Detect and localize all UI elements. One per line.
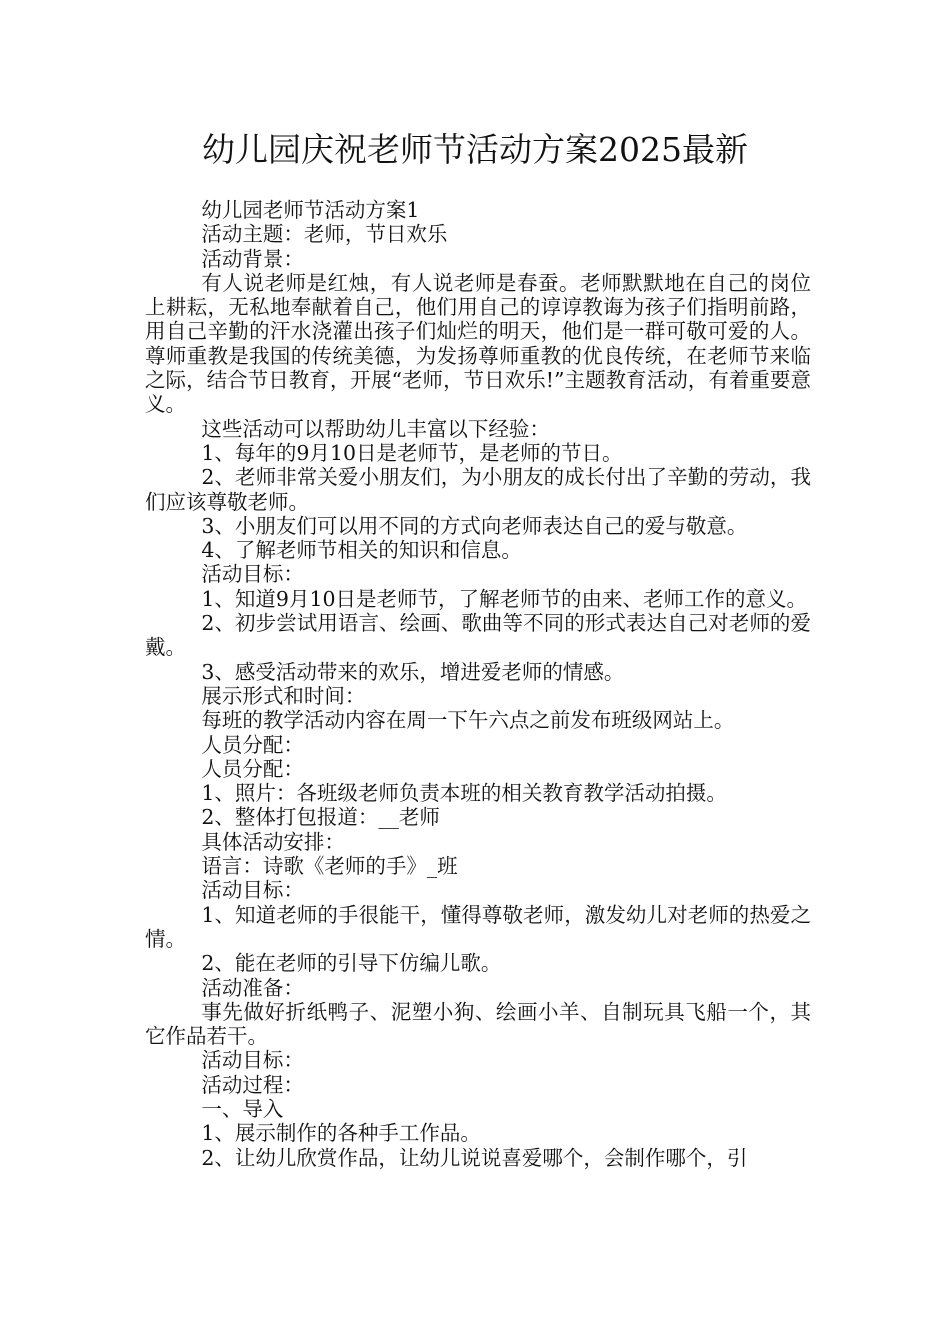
- paragraph: 一、导入: [201, 1096, 284, 1121]
- paragraph: 有人说老师是红烛，有人说老师是春蚕。老师默默地在自己的岗位上耕耘，无私地奉献着自己，他们用自己的谆谆教诲为孩子们指明前路，用自己辛勤的汗水浇灌出孩子们灿烂的明天，他们是一群可敬可爱的人。尊师重教是我国的传统美德，为发扬尊师重教的优良传统，在老师节来临之际，结合节日教育，开展“老师，节日欢乐!”主题教育活动，有着重要意义。: [145, 270, 811, 417]
- document-body: [145, 198, 811, 1170]
- paragraph: 人员分配：: [201, 732, 304, 757]
- paragraph: 每班的教学活动内容在周一下午六点之前发布班级网站上。: [201, 708, 735, 733]
- paragraph: 1、知道9月10日是老师节，了解老师节的由来、老师工作的意义。: [201, 586, 808, 611]
- paragraph: 2、能在老师的引导下仿编儿歌。: [201, 951, 502, 976]
- paragraph: 人员分配：: [201, 756, 304, 781]
- paragraph: 活动准备：: [201, 975, 304, 1000]
- paragraph: 活动主题：老师，节日欢乐: [201, 222, 448, 247]
- paragraph: 1、每年的9月10日是老师节，是老师的节日。: [201, 440, 623, 465]
- paragraph: 2、老师非常关爱小朋友们，为小朋友的成长付出了辛勤的劳动，我们应该尊敬老师。: [145, 465, 811, 514]
- paragraph: 活动过程：: [201, 1072, 304, 1097]
- paragraph: 活动目标：: [201, 878, 304, 903]
- paragraph: 活动目标：: [201, 1048, 304, 1073]
- paragraph: 4、了解老师节相关的知识和信息。: [201, 538, 522, 563]
- paragraph: 3、感受活动带来的欢乐，增进爱老师的情感。: [201, 659, 625, 684]
- paragraph: 具体活动安排：: [201, 829, 345, 854]
- paragraph: 这些活动可以帮助幼儿丰富以下经验：: [201, 416, 550, 441]
- paragraph: 活动背景：: [201, 246, 304, 271]
- paragraph: 3、小朋友们可以用不同的方式向老师表达自己的爱与敬意。: [201, 513, 748, 538]
- paragraph: 语言：诗歌《老师的手》_班: [201, 854, 458, 879]
- paragraph: 2、整体打包报道：__老师: [201, 805, 440, 830]
- document-title: 幼儿园庆祝老师节活动方案2025最新: [202, 130, 748, 169]
- paragraph: 2、让幼儿欣赏作品，让幼儿说说喜爱哪个，会制作哪个，引: [201, 1145, 748, 1170]
- paragraph: 事先做好折纸鸭子、泥塑小狗、绘画小羊、自制玩具飞船一个，其它作品若干。: [145, 999, 811, 1049]
- paragraph: 展示形式和时间：: [201, 683, 366, 708]
- paragraph: 1、知道老师的手很能干，懂得尊敬老师，激发幼儿对老师的热爱之情。: [145, 902, 811, 951]
- paragraph: 1、展示制作的各种手工作品。: [201, 1121, 481, 1146]
- paragraph: 幼儿园老师节活动方案1: [201, 198, 420, 222]
- paragraph: 1、照片：各班级老师负责本班的相关教育教学活动拍摄。: [201, 781, 727, 806]
- paragraph: 2、初步尝试用语言、绘画、歌曲等不同的形式表达自己对老师的爱戴。: [145, 611, 811, 660]
- paragraph: 活动目标：: [201, 562, 304, 587]
